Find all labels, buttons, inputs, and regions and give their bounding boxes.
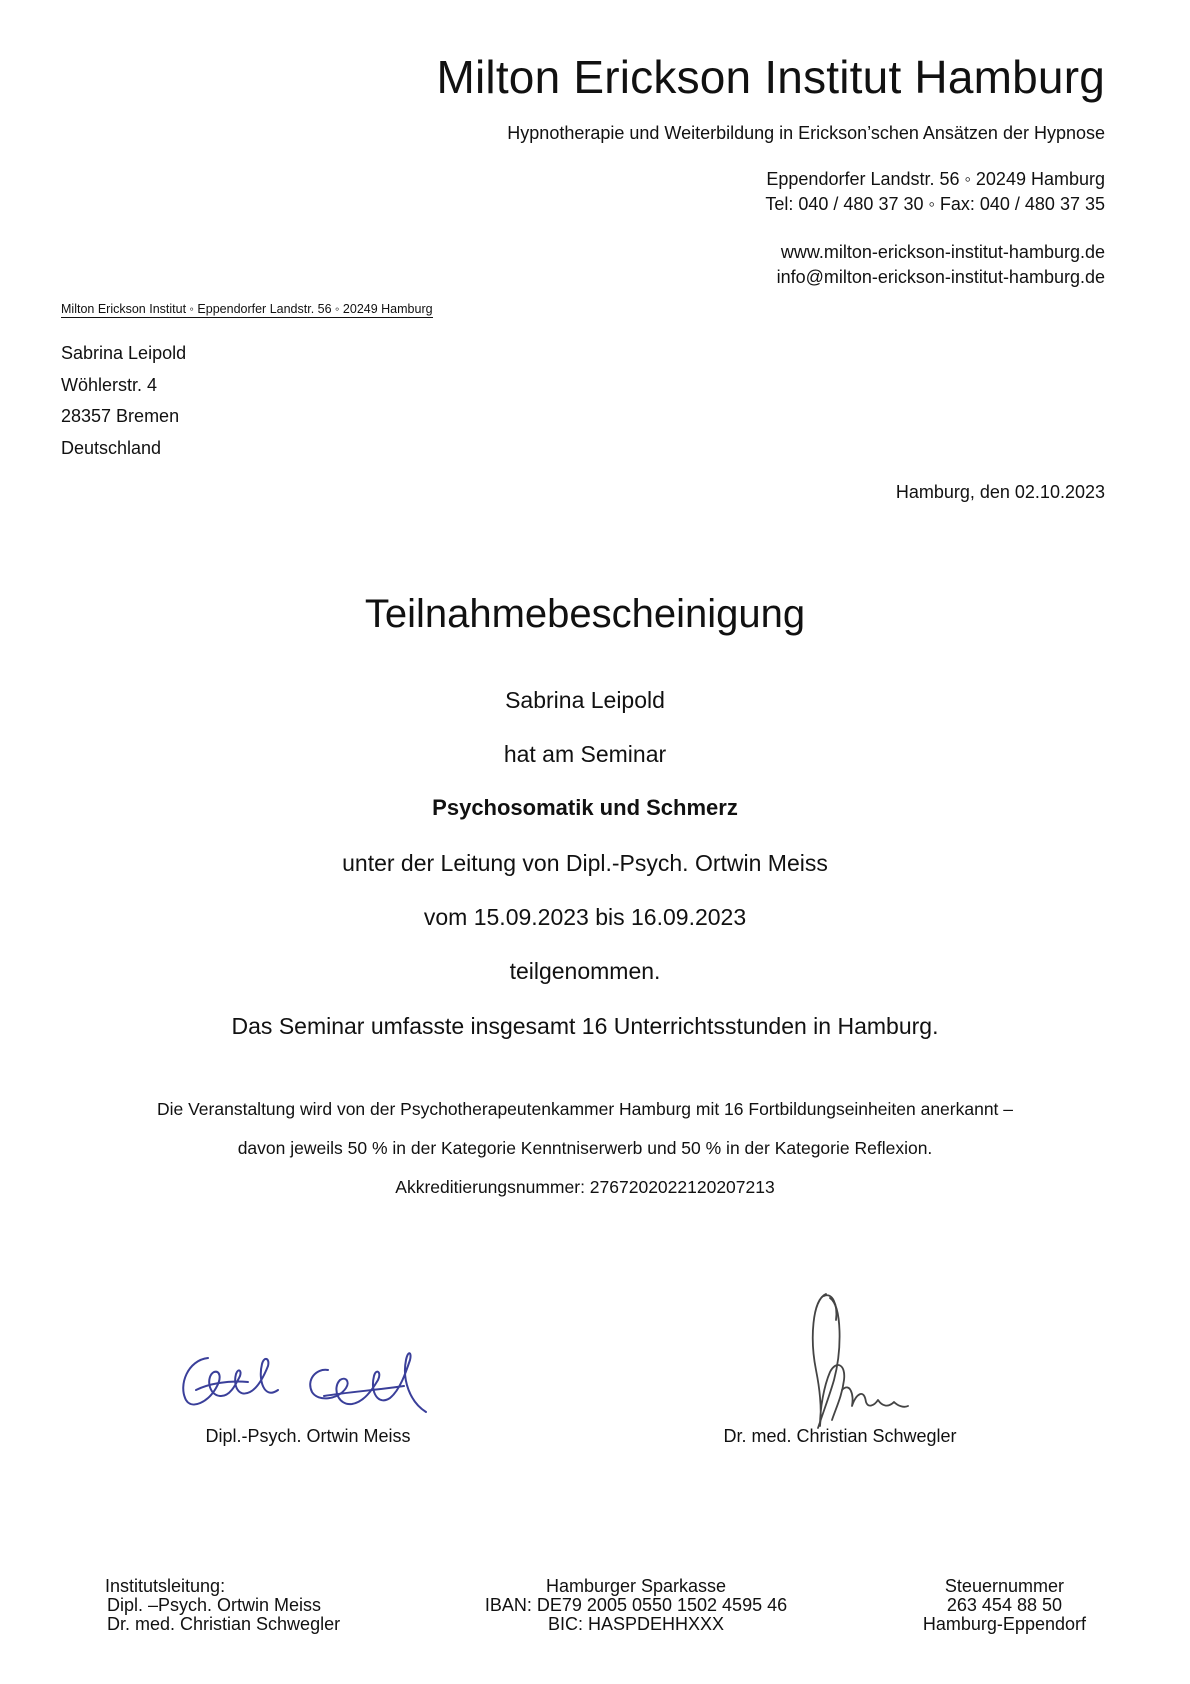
certificate-closing: teilgenommen. [509,958,661,984]
institute-website: www.milton-erickson-institut-hamburg.de [780,242,1105,262]
footer-tax-number: 263 454 88 50 [946,1595,1063,1615]
footer-tax-heading: Steuernummer [944,1576,1064,1596]
signature-stroke [196,1381,248,1390]
institute-address: Eppendorfer Landstr. 56 ◦ 20249 Hamburg [766,169,1105,189]
footer-management-line-1: Dipl. –Psych. Ortwin Meiss [107,1595,322,1615]
signature-stroke [310,1353,426,1412]
signature-label-meiss: Dipl.-Psych. Ortwin Meiss [205,1426,411,1446]
footer-bic: BIC: HASPDEHHXXX [547,1614,725,1634]
accreditation-number: Akkreditierungsnummer: 2767202022120207213 [395,1177,775,1197]
certificate-seminar-title: Psychosomatik und Schmerz [432,795,738,820]
institute-name: Milton Erickson Institut Hamburg [436,51,1105,103]
signature-meiss-image [178,1340,448,1420]
recipient-city: 28357 Bremen [61,406,180,426]
certificate-scope: Das Seminar umfasste insgesamt 16 Unterrichtsstunden in Hamburg. [231,1013,939,1039]
certificate-intro: hat am Seminar [503,741,667,767]
signature-label-schwegler: Dr. med. Christian Schwegler [723,1426,957,1446]
recipient-street: Wöhlerstr. 4 [61,374,158,395]
certificate-leitung: unter der Leitung von Dipl.-Psych. Ortwin Meiss [342,850,828,876]
institute-online [777,240,1105,290]
footer-tax-office: Hamburg-Eppendorf [922,1614,1086,1634]
institute-phone-fax: Tel: 040 / 480 37 30 ◦ Fax: 040 / 480 37 35 [765,194,1105,214]
sender-return-address: Milton Erickson Institut ◦ Eppendorfer Landstr. 56 ◦ 20249 Hamburg [61,302,433,316]
accreditation-line-1: Die Veranstaltung wird von der Psychotherapeutenkammer Hamburg mit 16 Fortbildungseinheiten anerkannt – [156,1099,1014,1119]
signature-stroke [842,1387,908,1406]
recipient-name: Sabrina Leipold [61,343,187,363]
footer-tax-details [923,1577,1086,1634]
footer-bank-name: Hamburger Sparkasse [545,1576,727,1596]
certificate-dates: vom 15.09.2023 bis 16.09.2023 [423,904,747,930]
signature-stroke [813,1294,844,1426]
footer-bank-details [466,1577,806,1634]
signature-schwegler-image [780,1290,920,1435]
institute-contact [765,167,1105,217]
letter-date: Hamburg, den 02.10.2023 [895,482,1105,502]
footer-management-heading: Institutsleitung: [105,1576,226,1596]
certificate-title: Teilnahmebescheinigung [364,592,806,636]
footer-management-line-2: Dr. med. Christian Schwegler [107,1614,341,1634]
institute-tagline: Hypnotherapie und Weiterbildung in Erickson’schen Ansätzen der Hypnose [507,123,1105,143]
footer-iban: IBAN: DE79 2005 0550 1502 4595 46 [484,1595,788,1615]
certificate-participant: Sabrina Leipold [505,687,665,713]
institute-email: info@milton-erickson-institut-hamburg.de [776,267,1105,287]
accreditation-line-2: davon jeweils 50 % in der Kategorie Kenntniserwerb und 50 % in der Kategorie Reflexion. [237,1138,933,1158]
footer-institute-management [105,1577,340,1634]
recipient-address [61,338,186,464]
recipient-country: Deutschland [61,437,162,458]
